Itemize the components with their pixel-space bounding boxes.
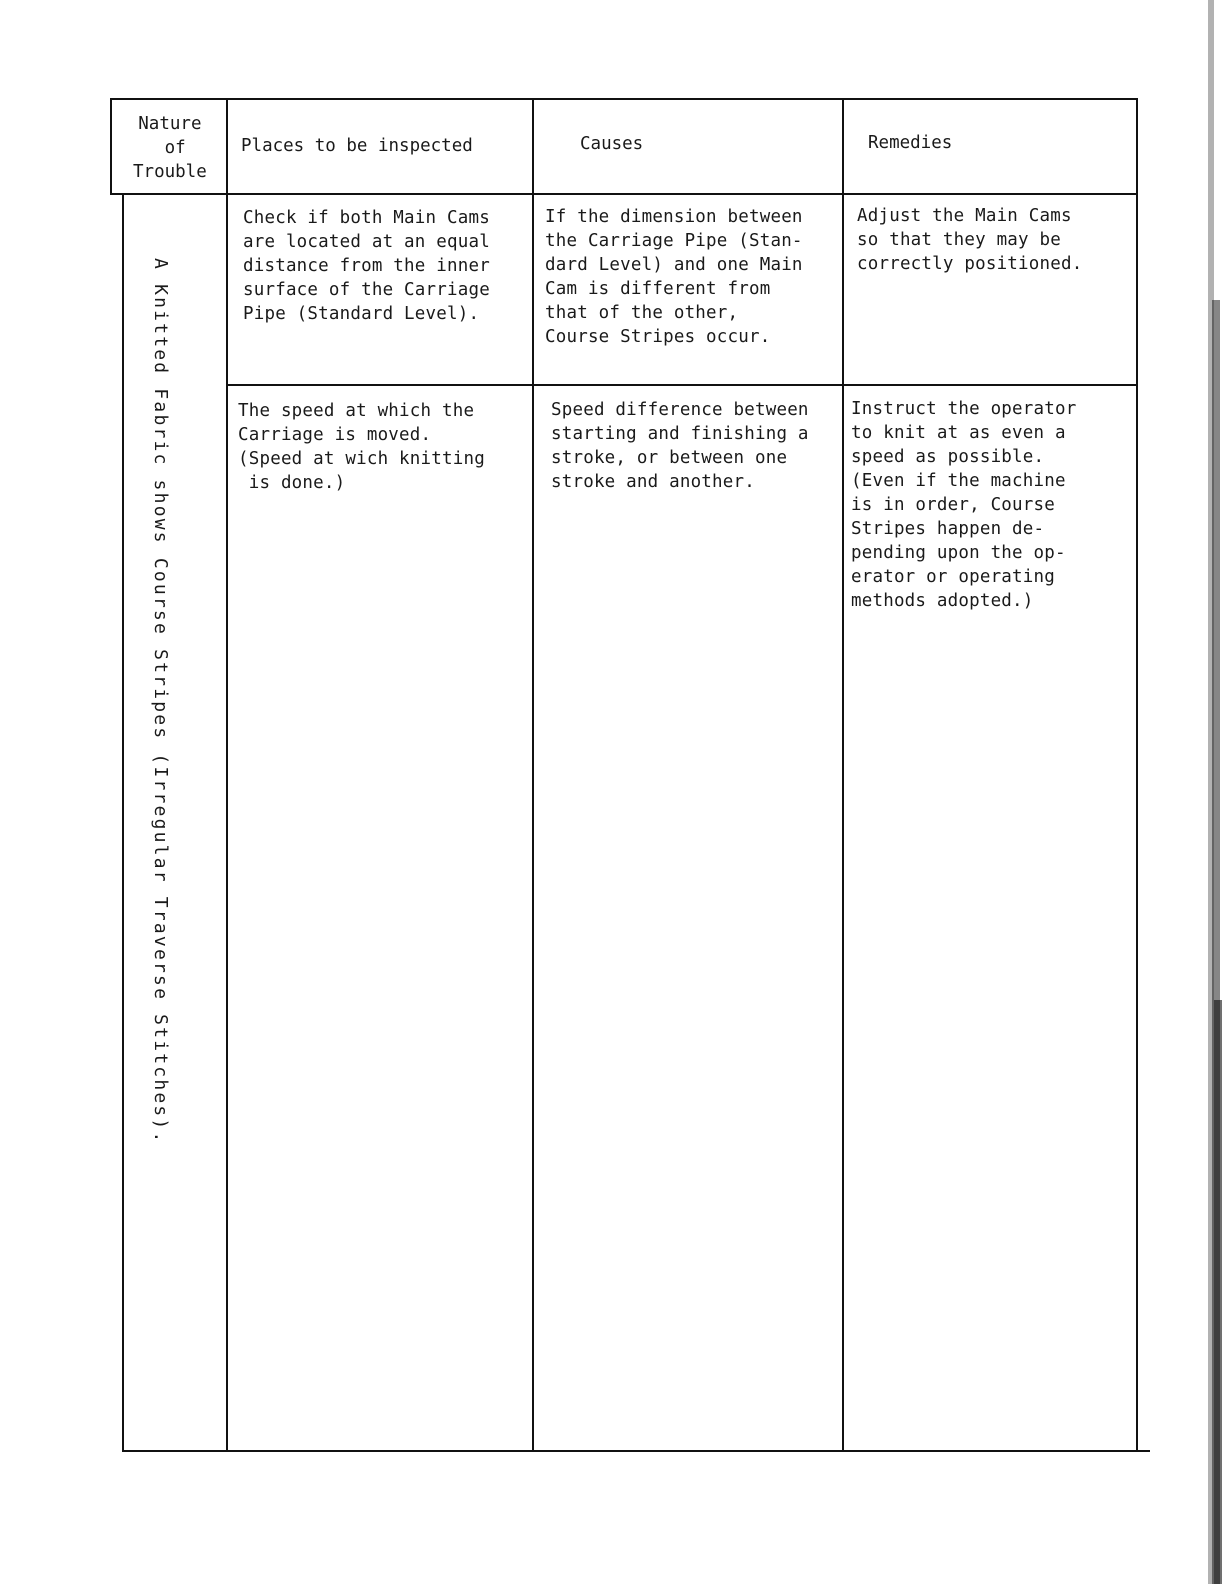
table-right-border bbox=[1136, 98, 1138, 1452]
row2-remedies-cell: Instruct the operator to knit at as even a speed as possible. (Even if the machine is in order, Course Stripes happen de- pending upon the op- erator or operating methods adopted.) bbox=[851, 399, 1077, 611]
table-left-border bbox=[110, 98, 112, 194]
scanned-page-edge bbox=[1190, 0, 1224, 1584]
header-causes: Causes bbox=[580, 134, 644, 154]
col-divider-2 bbox=[532, 98, 534, 1452]
nature-of-trouble-text: A Knitted Fabric shows Course Stripes (Irregular Traverse Stitches). bbox=[150, 258, 171, 1145]
col-divider-3 bbox=[842, 98, 844, 1452]
table-left-border-lower bbox=[122, 194, 124, 1452]
header-nature-of-trouble: Nature of Trouble bbox=[133, 114, 207, 182]
row1-places-cell: Check if both Main Cams are located at an equal distance from the inner surface of the Carriage Pipe (Standard Level). bbox=[243, 208, 490, 324]
header-places-to-be-inspected: Places to be inspected bbox=[241, 136, 473, 156]
table-top-border bbox=[110, 98, 1138, 100]
row2-causes-cell: Speed difference between starting and finishing a stroke, or between one stroke and another. bbox=[551, 400, 809, 492]
row1-causes-cell: If the dimension between the Carriage Pipe (Stan- dard Level) and one Main Cam is different from that of the other, Course Stripes occur. bbox=[545, 207, 803, 347]
table-bottom-border bbox=[122, 1450, 1150, 1452]
col-divider-1 bbox=[226, 98, 228, 1452]
row2-places-cell: The speed at which the Carriage is moved. (Speed at wich knitting is done.) bbox=[238, 401, 485, 493]
header-bottom-border bbox=[110, 193, 1138, 195]
header-remedies: Remedies bbox=[868, 133, 953, 153]
row-divider bbox=[226, 384, 1138, 386]
row1-remedies-cell: Adjust the Main Cams so that they may be correctly positioned. bbox=[857, 206, 1083, 274]
